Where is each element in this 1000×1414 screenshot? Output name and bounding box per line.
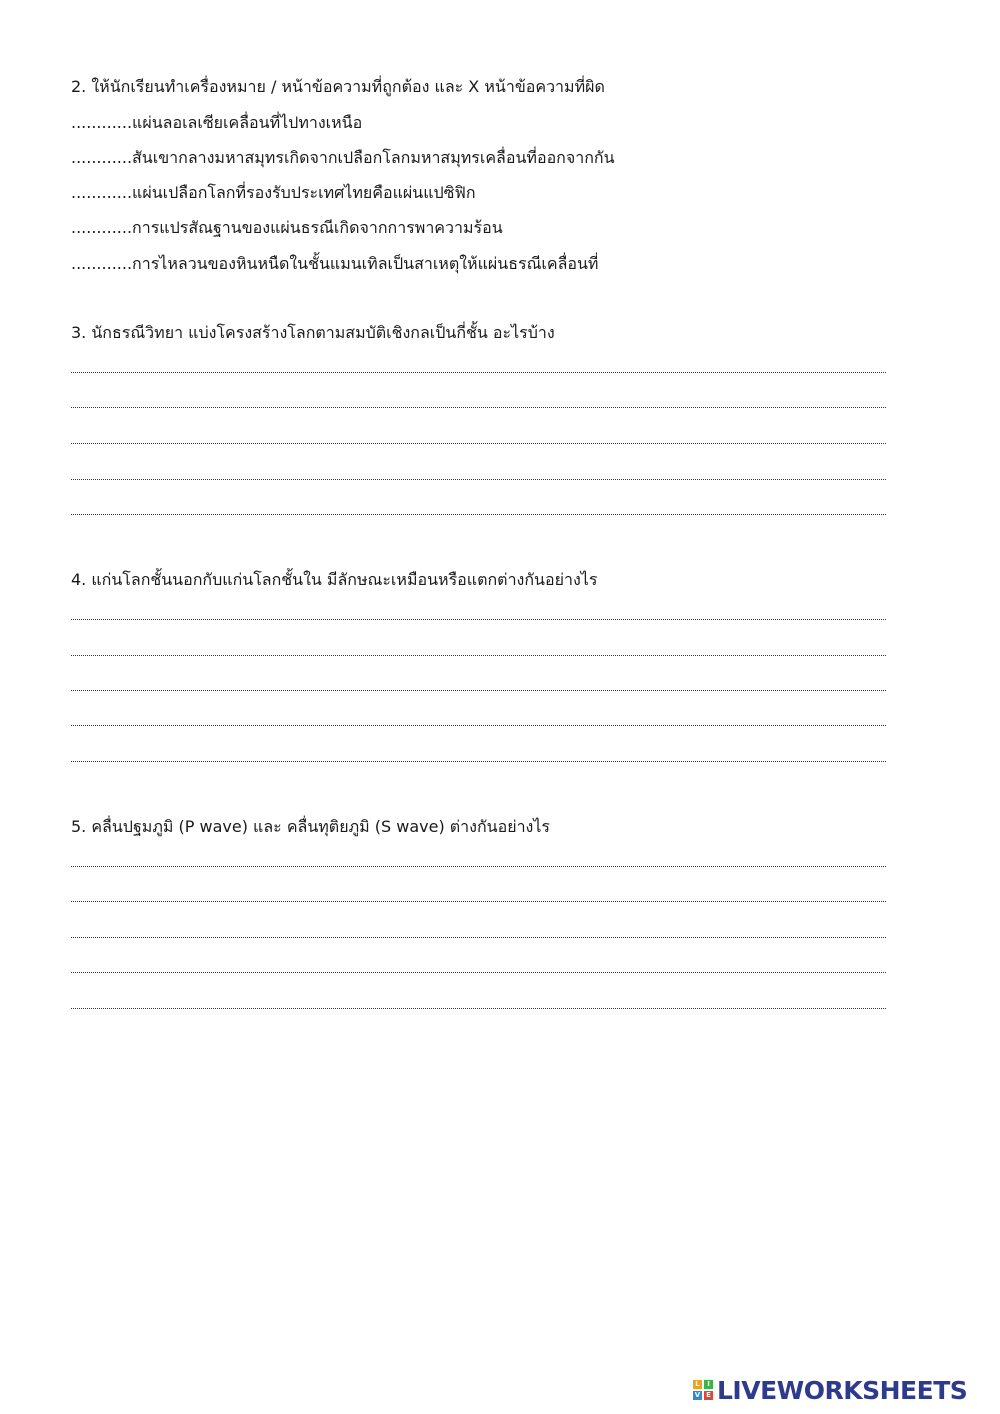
answer-line[interactable] (71, 972, 886, 973)
answer-line[interactable] (71, 443, 886, 444)
answer-line[interactable] (71, 901, 886, 902)
logo-mark-cell: V (694, 1391, 701, 1399)
logo-mark-cell: L (693, 1380, 702, 1389)
tf-item-text: แผ่นลอเลเซียเคลื่อนที่ไปทางเหนือ (132, 113, 363, 132)
question-5-title: 5. คลื่นปฐมภูมิ (P wave) และ คลื่นทุติยภูมิ (S wave) ต่างกันอย่างไร (71, 817, 550, 836)
answer-line[interactable] (71, 479, 886, 480)
answer-line[interactable] (71, 937, 886, 938)
tf-answer-blank[interactable]: ............ (71, 148, 133, 167)
liveworksheets-logo (693, 1375, 993, 1405)
tf-item-4 (71, 217, 503, 239)
answer-line[interactable] (71, 407, 886, 408)
question-2-title: 2. ให้นักเรียนทำเครื่องหมาย / หน้าข้อความที่ถูกต้อง และ X หน้าข้อความที่ผิด (71, 77, 605, 96)
logo-mark-cell: I (704, 1380, 713, 1389)
answer-line[interactable] (71, 866, 886, 867)
answer-line[interactable] (71, 372, 886, 373)
answer-line[interactable] (71, 761, 886, 762)
tf-item-5 (71, 253, 598, 275)
logo-text: LIVEWORKSHEETS (717, 1375, 968, 1405)
tf-item-text: สันเขากลางมหาสมุทรเกิดจากเปลือกโลกมหาสมุทรเคลื่อนที่ออกจากกัน (132, 148, 615, 167)
tf-item-1 (71, 112, 362, 134)
question-3-title: 3. นักธรณีวิทยา แบ่งโครงสร้างโลกตามสมบัติเชิงกลเป็นกี่ชั้น อะไรบ้าง (71, 323, 555, 342)
tf-answer-blank[interactable]: ............ (71, 218, 133, 237)
tf-item-2 (71, 147, 615, 169)
answer-line[interactable] (71, 690, 886, 691)
answer-line[interactable] (71, 619, 886, 620)
tf-item-text: การไหลวนของหินหนืดในชั้นแมนเทิลเป็นสาเหตุให้แผ่นธรณีเคลื่อนที่ (132, 254, 599, 273)
tf-item-text: การแปรสัณฐานของแผ่นธรณีเกิดจากการพาความร้อน (132, 218, 503, 237)
tf-answer-blank[interactable]: ............ (71, 254, 133, 273)
tf-item-text: แผ่นเปลือกโลกที่รองรับประเทศไทยคือแผ่นแปซิฟิก (132, 183, 476, 202)
question-4-title: 4. แก่นโลกชั้นนอกกับแก่นโลกชั้นใน มีลักษณะเหมือนหรือแตกต่างกันอย่างไร (71, 570, 598, 589)
answer-line[interactable] (71, 1008, 886, 1009)
tf-item-3 (71, 182, 476, 204)
answer-line[interactable] (71, 514, 886, 515)
logo-mark-cell: E (704, 1391, 713, 1400)
answer-line[interactable] (71, 655, 886, 656)
logo-mark-icon (693, 1380, 713, 1400)
answer-line[interactable] (71, 725, 886, 726)
tf-answer-blank[interactable]: ............ (71, 113, 133, 132)
tf-answer-blank[interactable]: ............ (71, 183, 133, 202)
